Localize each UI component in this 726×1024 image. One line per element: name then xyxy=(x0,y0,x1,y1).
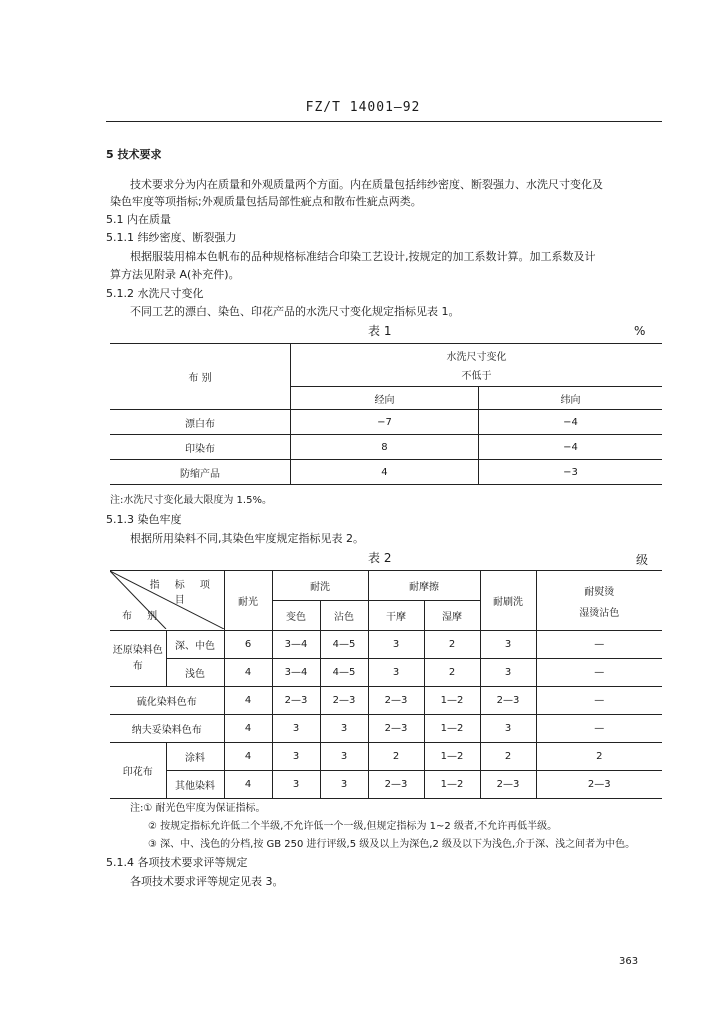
paragraph-line: 各项技术要求评等规定见表 3。 xyxy=(130,875,284,888)
cell: 2—3 xyxy=(480,771,536,799)
header-wash-stain: 沾色 xyxy=(320,601,368,631)
cell: 4 xyxy=(224,715,272,743)
header-brush: 耐刷洗 xyxy=(480,571,536,631)
table-header-group xyxy=(291,344,663,387)
cell: — xyxy=(536,715,662,743)
cell-weft: −3 xyxy=(478,460,662,485)
cell: 1—2 xyxy=(424,687,480,715)
cell: 2 xyxy=(368,743,424,771)
cell: 3 xyxy=(272,743,320,771)
cell: 6 xyxy=(224,631,272,659)
row-name: 纳夫妥染料色布 xyxy=(110,715,224,743)
cell: 2—3 xyxy=(480,687,536,715)
section-5-1-4-heading: 5.1.4 各项技术要求评等规定 xyxy=(106,856,248,869)
cell: 4 xyxy=(224,771,272,799)
row-name: 硫化染料色布 xyxy=(110,687,224,715)
header-light: 耐光 xyxy=(224,571,272,631)
cell: 3 xyxy=(320,771,368,799)
table-row xyxy=(110,771,662,799)
cell: 4 xyxy=(224,687,272,715)
sub-category: 深、中色 xyxy=(166,631,224,659)
table-row xyxy=(110,631,662,659)
standard-code-header: FZ/T 14001—92 xyxy=(305,100,421,115)
paragraph-line: 根据所用染料不同,其染色牢度规定指标见表 2。 xyxy=(130,532,364,545)
table-1-title: 表 1 xyxy=(368,324,392,338)
table-header-category: 布 别 xyxy=(110,344,291,410)
cell: 4—5 xyxy=(320,659,368,687)
cell-weft: −4 xyxy=(478,435,662,460)
diagonal-header-cell xyxy=(110,571,224,631)
cell: 2—3 xyxy=(368,715,424,743)
cell: 2 xyxy=(480,743,536,771)
header-rule xyxy=(106,121,662,122)
row-name: 印染布 xyxy=(110,435,291,460)
cell: — xyxy=(536,687,662,715)
cell: 3—4 xyxy=(272,631,320,659)
section-5-1-heading: 5.1 内在质量 xyxy=(106,213,171,226)
cell: 2—3 xyxy=(536,771,662,799)
cell-warp: −7 xyxy=(291,410,479,435)
section-5-heading: 5 技术要求 xyxy=(106,148,162,161)
cell: 2 xyxy=(424,659,480,687)
table-1-unit: % xyxy=(634,324,646,338)
diag-label-bottom: 布 别 xyxy=(122,611,164,622)
section-5-1-3-heading: 5.1.3 染色牢度 xyxy=(106,513,182,526)
header-wash: 耐洗 xyxy=(272,571,368,601)
cell-warp: 8 xyxy=(291,435,479,460)
cell-warp: 4 xyxy=(291,460,479,485)
group-printed: 印花布 xyxy=(110,743,166,799)
header-iron-line1: 耐熨烫 xyxy=(584,586,615,598)
table-header-group-label: 水洗尺寸变化 xyxy=(446,352,507,363)
cell: 2—3 xyxy=(368,771,424,799)
cell: 3 xyxy=(480,659,536,687)
table-row xyxy=(110,743,662,771)
paragraph-line: 根据服装用棉本色帆布的品种规格标准结合印染工艺设计,按规定的加工系数计算。加工系数及计 xyxy=(130,250,596,263)
cell: 3 xyxy=(272,715,320,743)
table-header-group-sub: 不低于 xyxy=(461,371,492,382)
sub-category: 浅色 xyxy=(166,659,224,687)
table-row xyxy=(110,435,662,460)
table-2-unit: 级 xyxy=(636,553,649,567)
table-header-weft: 纬向 xyxy=(478,387,662,410)
cell: 3 xyxy=(320,715,368,743)
section-5-1-1-heading: 5.1.1 纬纱密度、断裂强力 xyxy=(106,231,237,244)
table-row xyxy=(110,460,662,485)
paragraph-line: 不同工艺的漂白、染色、印花产品的水洗尺寸变化规定指标见表 1。 xyxy=(130,305,460,318)
table-1-note: 注:水洗尺寸变化最大限度为 1.5%。 xyxy=(110,495,272,506)
paragraph-line: 算方法见附录 A(补充件)。 xyxy=(110,268,240,281)
cell: 2—3 xyxy=(320,687,368,715)
page-number: 363 xyxy=(619,956,639,967)
cell: 3—4 xyxy=(272,659,320,687)
table-2-note-3: ③ 深、中、浅色的分档,按 GB 250 进行评级,5 级及以上为深色,2 级及以下为浅色,介于深、浅之间者为中色。 xyxy=(148,839,636,850)
header-rub-wet: 湿摩 xyxy=(424,601,480,631)
header-rub-dry: 干摩 xyxy=(368,601,424,631)
cell: 3 xyxy=(272,771,320,799)
section-5-1-2-heading: 5.1.2 水洗尺寸变化 xyxy=(106,287,204,300)
table-row xyxy=(110,410,662,435)
table-2 xyxy=(110,570,662,799)
cell: 2 xyxy=(424,631,480,659)
cell-weft: −4 xyxy=(478,410,662,435)
cell: 4—5 xyxy=(320,631,368,659)
table-2-note-1: 注:① 耐光色牢度为保证指标。 xyxy=(130,803,266,814)
group-vat-dye: 还原染料色布 xyxy=(110,631,166,687)
cell: — xyxy=(536,659,662,687)
cell: 3 xyxy=(368,659,424,687)
row-name: 防缩产品 xyxy=(110,460,291,485)
table-2-title: 表 2 xyxy=(368,551,392,565)
table-2-note-2: ② 按规定指标允许低二个半级,不允许低一个一级,但规定指标为 1~2 级者,不允许再低半级。 xyxy=(148,821,558,832)
cell: 2—3 xyxy=(368,687,424,715)
cell: 4 xyxy=(224,743,272,771)
header-iron xyxy=(536,571,662,631)
sub-category: 其他染料 xyxy=(166,771,224,799)
row-name: 漂白布 xyxy=(110,410,291,435)
paragraph-line: 技术要求分为内在质量和外观质量两个方面。内在质量包括纬纱密度、断裂强力、水洗尺寸变化及 xyxy=(130,178,603,191)
sub-category: 涂料 xyxy=(166,743,224,771)
table-header-warp: 经向 xyxy=(291,387,479,410)
cell: 3 xyxy=(320,743,368,771)
cell: 2—3 xyxy=(272,687,320,715)
cell: — xyxy=(536,631,662,659)
cell: 1—2 xyxy=(424,771,480,799)
paragraph-line: 染色牢度等项指标;外观质量包括局部性疵点和散布性疵点两类。 xyxy=(110,195,422,208)
cell: 3 xyxy=(480,715,536,743)
diag-label-top: 指 标 项 目 xyxy=(149,580,216,606)
cell: 4 xyxy=(224,659,272,687)
cell: 1—2 xyxy=(424,743,480,771)
cell: 2 xyxy=(536,743,662,771)
table-row xyxy=(110,659,662,687)
table-row xyxy=(110,687,662,715)
table-1 xyxy=(110,343,662,485)
table-row xyxy=(110,715,662,743)
header-rub: 耐摩擦 xyxy=(368,571,480,601)
header-iron-line2: 湿烫沾色 xyxy=(579,607,620,619)
cell: 3 xyxy=(480,631,536,659)
cell: 1—2 xyxy=(424,715,480,743)
cell: 3 xyxy=(368,631,424,659)
header-wash-change: 变色 xyxy=(272,601,320,631)
